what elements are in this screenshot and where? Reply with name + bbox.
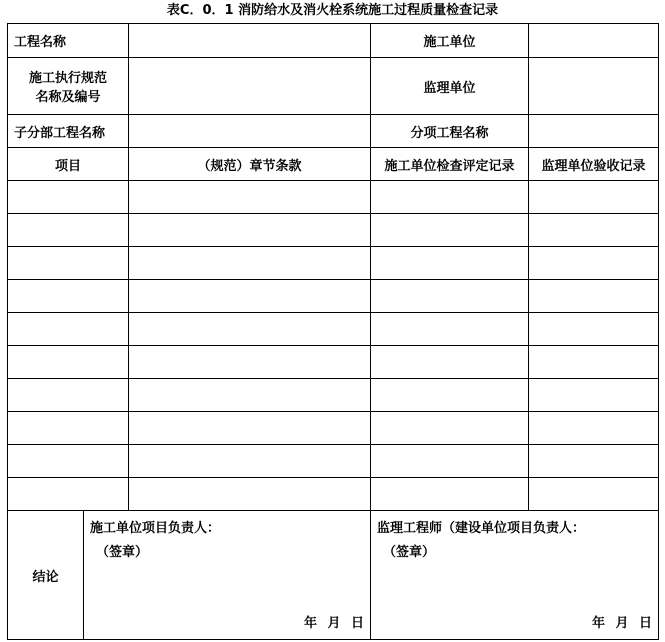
construction-sign-cell[interactable] (84, 511, 371, 640)
item-project-value[interactable] (529, 115, 659, 148)
code-label (8, 58, 129, 115)
table-row (8, 379, 659, 412)
supervision-record-cell[interactable] (529, 313, 659, 346)
item-cell[interactable] (8, 313, 129, 346)
construction-manager-label: 施工单位项目负责人： (90, 521, 221, 536)
column-header-item: 项目 (8, 148, 129, 181)
table-row (8, 346, 659, 379)
construction-record-cell[interactable] (371, 478, 529, 511)
table-row (8, 412, 659, 445)
supervision-unit-value[interactable] (529, 58, 659, 115)
column-header-clause: （规范）章节条款 (129, 148, 371, 181)
clause-cell[interactable] (129, 478, 371, 511)
code-value[interactable] (129, 58, 371, 115)
construction-date-label: 年 月 日 (303, 616, 365, 631)
table-row (8, 181, 659, 214)
sub-project-value[interactable] (129, 115, 371, 148)
conclusion-label: 结论 (8, 511, 84, 640)
item-cell[interactable] (8, 280, 129, 313)
item-cell[interactable] (8, 445, 129, 478)
column-header-supervision-record: 监理单位验收记录 (529, 148, 659, 181)
construction-record-cell[interactable] (371, 313, 529, 346)
project-name-label: 工程名称 (8, 24, 129, 58)
supervisor-sign-cell[interactable] (371, 511, 659, 640)
supervision-record-cell[interactable] (529, 346, 659, 379)
supervisor-seal-label: （签章） (383, 545, 436, 560)
inspection-record-table (7, 23, 659, 640)
construction-record-cell[interactable] (371, 445, 529, 478)
clause-cell[interactable] (129, 280, 371, 313)
supervision-record-cell[interactable] (529, 412, 659, 445)
supervision-record-cell[interactable] (529, 445, 659, 478)
item-cell[interactable] (8, 412, 129, 445)
page-title: 表C．0．1 消防给水及消火栓系统施工过程质量检查记录 (166, 3, 499, 18)
code-label-line-2: 名称及编号 (35, 90, 101, 105)
supervision-unit-label: 监理单位 (371, 58, 529, 115)
clause-cell[interactable] (129, 214, 371, 247)
supervision-record-cell[interactable] (529, 247, 659, 280)
item-cell[interactable] (8, 379, 129, 412)
construction-record-cell[interactable] (371, 379, 529, 412)
table-row (8, 214, 659, 247)
table-row (8, 478, 659, 511)
table-row (8, 445, 659, 478)
sub-project-label: 子分部工程名称 (8, 115, 129, 148)
project-name-value[interactable] (129, 24, 371, 58)
supervision-record-cell[interactable] (529, 181, 659, 214)
construction-record-cell[interactable] (371, 346, 529, 379)
construction-unit-label: 施工单位 (371, 24, 529, 58)
clause-cell[interactable] (129, 313, 371, 346)
construction-seal-label: （签章） (96, 545, 149, 560)
column-header-construction-record: 施工单位检查评定记录 (371, 148, 529, 181)
code-label-line-1: 施工执行规范 (29, 71, 108, 86)
clause-cell[interactable] (129, 346, 371, 379)
clause-cell[interactable] (129, 445, 371, 478)
construction-record-cell[interactable] (371, 214, 529, 247)
supervision-record-cell[interactable] (529, 214, 659, 247)
supervision-record-cell[interactable] (529, 379, 659, 412)
item-cell[interactable] (8, 181, 129, 214)
table-row (8, 247, 659, 280)
construction-record-cell[interactable] (371, 280, 529, 313)
clause-cell[interactable] (129, 247, 371, 280)
empty-rows (8, 181, 659, 511)
table-row (8, 313, 659, 346)
construction-unit-value[interactable] (529, 24, 659, 58)
construction-record-cell[interactable] (371, 412, 529, 445)
item-cell[interactable] (8, 247, 129, 280)
item-cell[interactable] (8, 478, 129, 511)
item-project-label: 分项工程名称 (371, 115, 529, 148)
item-cell[interactable] (8, 346, 129, 379)
construction-record-cell[interactable] (371, 181, 529, 214)
item-cell[interactable] (8, 214, 129, 247)
supervisor-label: 监理工程师（建设单位项目负责人： (377, 521, 586, 536)
supervision-record-cell[interactable] (529, 280, 659, 313)
clause-cell[interactable] (129, 181, 371, 214)
clause-cell[interactable] (129, 379, 371, 412)
supervisor-date-label: 年 月 日 (591, 616, 653, 631)
supervision-record-cell[interactable] (529, 478, 659, 511)
table-row (8, 280, 659, 313)
construction-record-cell[interactable] (371, 247, 529, 280)
clause-cell[interactable] (129, 412, 371, 445)
